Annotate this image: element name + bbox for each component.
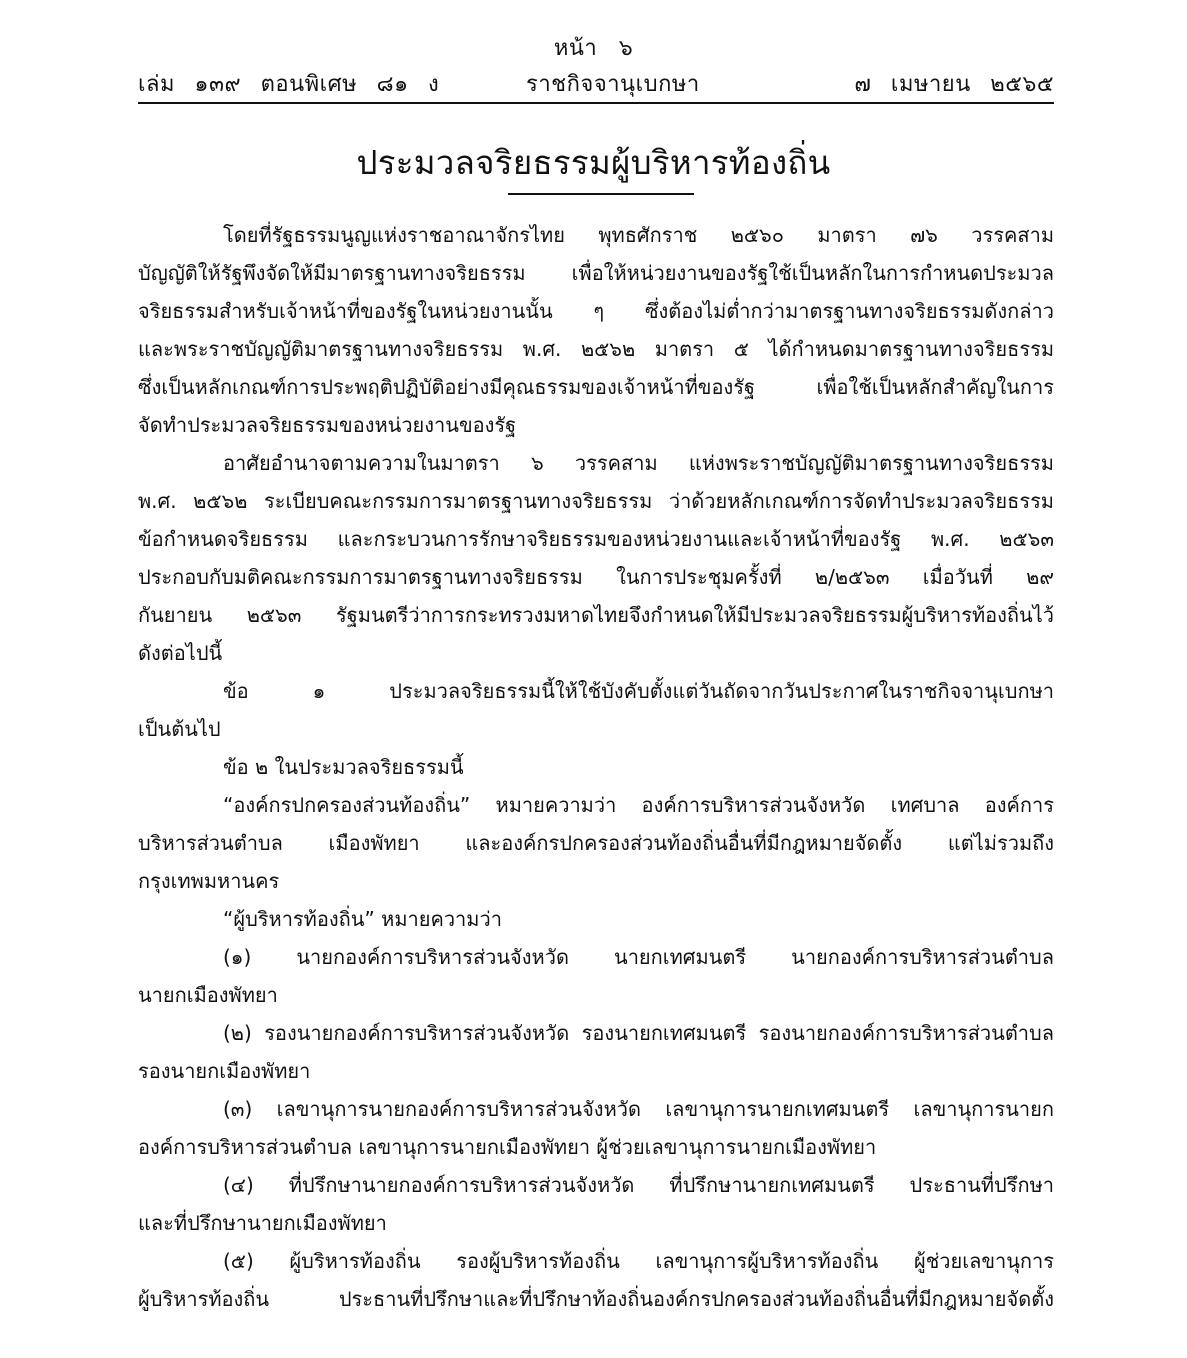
document-body [138, 216, 1054, 1318]
body-line: “ผู้บริหารท้องถิ่น” หมายความว่า [223, 907, 502, 931]
body-line: (๒) รองนายกองค์การบริหารส่วนจังหวัด รองนายกเทศมนตรี รองนายกองค์การบริหารส่วนตำบล [223, 1021, 1054, 1045]
body-line: รองนายกเมืองพัทยา [138, 1059, 311, 1083]
body-line: (๓) เลขานุการนายกองค์การบริหารส่วนจังหวัด เลขานุการนายกเทศมนตรี เลขานุการนายก [223, 1097, 1054, 1121]
body-line: กันยายน ๒๕๖๓ รัฐมนตรีว่าการกระทรวงมหาดไทยจึงกำหนดให้มีประมวลจริยธรรมผู้บริหารท้องถิ่นไว้ [138, 603, 1054, 627]
body-line: อาศัยอำนาจตามความในมาตรา ๖ วรรคสาม แห่งพระราชบัญญัติมาตรฐานทางจริยธรรม [223, 451, 1054, 475]
volume-issue: เล่ม ๑๓๙ ตอนพิเศษ ๘๑ ง [138, 72, 440, 97]
body-line: (๕) ผู้บริหารท้องถิ่น รองผู้บริหารท้องถิ่น เลขานุการผู้บริหารท้องถิ่น ผู้ช่วยเลขานุการ [223, 1249, 1054, 1273]
document-title: ประมวลจริยธรรมผู้บริหารท้องถิ่น [356, 143, 831, 182]
body-line: (๑) นายกองค์การบริหารส่วนจังหวัด นายกเทศมนตรี นายกองค์การบริหารส่วนตำบล [223, 945, 1054, 969]
title-underline [508, 193, 694, 195]
body-line: ข้อกำหนดจริยธรรม และกระบวนการรักษาจริยธรรมของหน่วยงานและเจ้าหน้าที่ของรัฐ พ.ศ. ๒๕๖๓ [138, 527, 1054, 551]
body-line: องค์การบริหารส่วนตำบล เลขานุการนายกเมืองพัทยา ผู้ช่วยเลขานุการนายกเมืองพัทยา [138, 1135, 877, 1159]
header-divider [138, 102, 1054, 104]
body-line: และพระราชบัญญัติมาตรฐานทางจริยธรรม พ.ศ. ๒๕๖๒ มาตรา ๕ ได้กำหนดมาตรฐานทางจริยธรรม [138, 337, 1054, 361]
body-line: พ.ศ. ๒๕๖๒ ระเบียบคณะกรรมการมาตรฐานทางจริยธรรม ว่าด้วยหลักเกณฑ์การจัดทำประมวลจริยธรรม [138, 489, 1054, 513]
gazette-header [138, 66, 1054, 100]
body-line: ประกอบกับมติคณะกรรมการมาตรฐานทางจริยธรรม ในการประชุมครั้งที่ ๒/๒๕๖๓ เมื่อวันที่ ๒๙ [138, 565, 1054, 589]
publication-date: ๗ เมษายน ๒๕๖๕ [854, 72, 1054, 97]
body-line: ผู้บริหารท้องถิ่น ประธานที่ปรึกษาและที่ปรึกษาท้องถิ่นองค์กรปกครองส่วนท้องถิ่นอื่นที่มีกฎหมายจัดตั้ง [138, 1287, 1054, 1311]
page-number: หน้า ๖ [553, 36, 634, 61]
body-line: ดังต่อไปนี้ [138, 641, 223, 665]
body-line: จริยธรรมสำหรับเจ้าหน้าที่ของรัฐในหน่วยงานนั้น ๆ ซึ่งต้องไม่ต่ำกว่ามาตรฐานทางจริยธรรมดังกล่าว [138, 299, 1054, 323]
body-line: จัดทำประมวลจริยธรรมของหน่วยงานของรัฐ [138, 413, 517, 437]
body-line: (๔) ที่ปรึกษานายกองค์การบริหารส่วนจังหวัด ที่ปรึกษานายกเทศมนตรี ประธานที่ปรึกษา [223, 1173, 1054, 1197]
body-line: ข้อ ๒ ในประมวลจริยธรรมนี้ [223, 755, 464, 779]
gazette-name: ราชกิจจานุเบกษา [526, 72, 700, 97]
body-line: นายกเมืองพัทยา [138, 983, 278, 1007]
body-line: เป็นต้นไป [138, 717, 221, 741]
body-line: ซึ่งเป็นหลักเกณฑ์การประพฤติปฏิบัติอย่างมีคุณธรรมของเจ้าหน้าที่ของรัฐ เพื่อใช้เป็นหลักสำคัญในการ [138, 375, 1054, 399]
body-line: ข้อ ๑ ประมวลจริยธรรมนี้ให้ใช้บังคับตั้งแต่วันถัดจากวันประกาศในราชกิจจานุเบกษา [223, 679, 1054, 703]
body-line: และที่ปรึกษานายกเมืองพัทยา [138, 1211, 387, 1235]
body-line: “องค์กรปกครองส่วนท้องถิ่น” หมายความว่า องค์การบริหารส่วนจังหวัด เทศบาล องค์การ [223, 793, 1054, 817]
body-line: กรุงเทพมหานคร [138, 869, 280, 893]
body-line: โดยที่รัฐธรรมนูญแห่งราชอาณาจักรไทย พุทธศักราช ๒๕๖๐ มาตรา ๗๖ วรรคสาม [223, 223, 1054, 247]
body-line: บริหารส่วนตำบล เมืองพัทยา และองค์กรปกครองส่วนท้องถิ่นอื่นที่มีกฎหมายจัดตั้ง แต่ไม่รวมถึง [138, 831, 1054, 855]
body-line: บัญญัติให้รัฐพึงจัดให้มีมาตรฐานทางจริยธรรม เพื่อให้หน่วยงานของรัฐใช้เป็นหลักในการกำหนดประมวล [138, 261, 1054, 285]
